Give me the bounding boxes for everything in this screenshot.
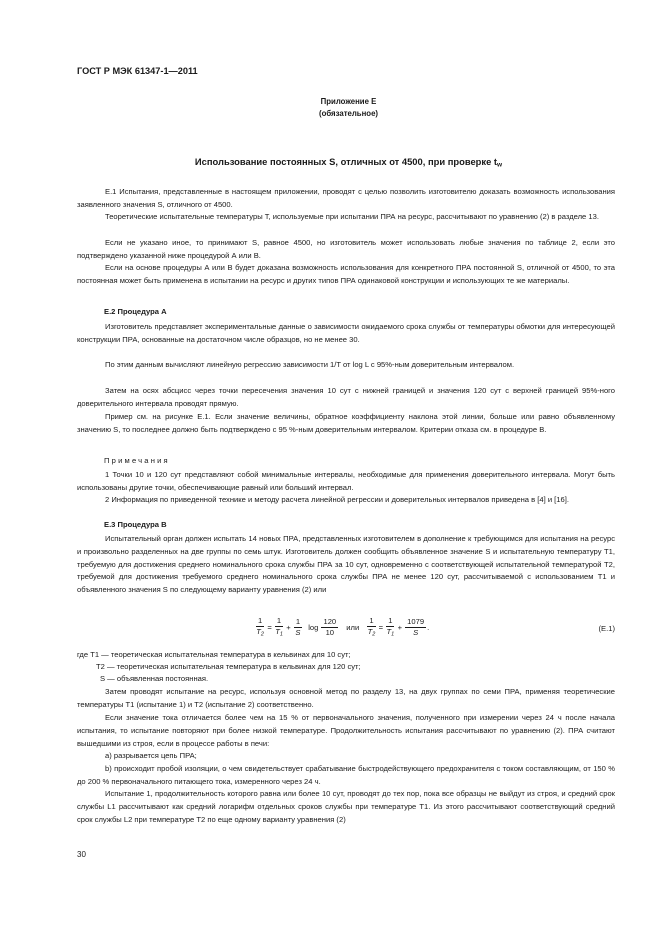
num: 1 xyxy=(295,617,301,627)
t-symbol: T xyxy=(367,627,373,636)
notes-label: Примечания xyxy=(104,456,170,465)
t-sub: 2 xyxy=(260,631,264,638)
equals-sign: = xyxy=(267,622,272,632)
t-symbol: T xyxy=(386,627,392,636)
note-1: 1 Точки 10 и 120 сут представляют собой минимальные интервалы, необходимые для применения доверительного интервала. Могут быть использованы другие точки, обеспечивающие равный или больший интервал. xyxy=(77,470,615,492)
num: 120 xyxy=(323,617,337,627)
equation-number: (Е.1) xyxy=(598,624,615,633)
page-title-text: Использование постоянных S, отличных от 4500, при проверке t xyxy=(194,156,498,167)
appendix-title: Приложение Е xyxy=(320,97,377,106)
num: 1 xyxy=(258,616,263,625)
page-number: 30 xyxy=(77,850,86,859)
standard-header: ГОСТ Р МЭК 61347-1—2011 xyxy=(77,66,198,76)
t-sub: 1 xyxy=(279,631,283,638)
den: 10 xyxy=(325,628,335,638)
e2-paragraph-4: Пример см. на рисунке Е.1. Если значение величины, обратное коэффициенту наклона этой линии, больше или равно объявленному значению S, то последнее должно быть подтверждено с 95 %-ным доверительным интервалом. Критерии отказа см. в процедуре В. xyxy=(77,412,615,434)
where-s: S — объявленная постоянная. xyxy=(100,674,209,683)
e2-paragraph-3: Затем на осях абсцисс через точки пересечения значения 10 сут с нижней границей и значения 120 сут с верхней границей 95%-ного доверительного интервала проводят прямую. xyxy=(77,386,615,408)
equals-sign: = xyxy=(378,622,384,632)
page-title xyxy=(0,156,661,169)
den xyxy=(275,627,283,640)
where-t2: T2 — теоретическая испытательная температура в кельвинах для 120 сут; xyxy=(96,662,361,671)
frac-1-over-s xyxy=(294,617,302,638)
den xyxy=(256,627,264,640)
t-symbol: T xyxy=(256,627,261,636)
e1-paragraph-2: Теоретические испытательные температуры T, используемые при испытании ПРА на ресурс, рассчитывают по уравнению (2) в разделе 13. xyxy=(105,212,599,221)
e3-item-b: b) происходит пробой изоляции, о чем свидетельствует срабатывание быстродействующего предохранителя с током составляющим, от 150 % до 200 % первоначального питающего тока, измеренного через 24 ч. xyxy=(77,764,615,786)
den xyxy=(386,627,394,640)
t-sub: 2 xyxy=(372,631,376,638)
e2-paragraph-2: По этим данным вычисляют линейную регрессию зависимости 1/T от log L с 95%-ным доверительным интервалом. xyxy=(105,360,515,369)
frac-1-over-t2-b xyxy=(367,616,375,640)
frac-1079-over-s xyxy=(405,617,426,638)
e3-paragraph-2: Затем проводят испытание на ресурс, используя основной метод по разделу 13, на двух группах по семи ПРА, применяя теоретические температуры T1 (испытание 1) и T2 (испытание 2) соответственно. xyxy=(77,687,615,709)
frac-1-over-t1 xyxy=(275,616,283,640)
num: 1079 xyxy=(407,617,425,627)
e1-paragraph-4: Если на основе процедуры А или В будет доказана возможность использования для конкретного ПРА постоянной S, отличной от 4500, то эта постоянная может быть применена в испытании на ресурс и других типов ПРА одинаковой конструкции и использующих те же материалы. xyxy=(77,263,615,285)
frac-1-over-t2 xyxy=(256,616,264,640)
frac-1-over-t1-b xyxy=(386,616,394,640)
e3-item-a: а) разрывается цепь ПРА; xyxy=(105,751,197,760)
where-t1: где T1 — теоретическая испытательная температура в кельвинах для 10 сут; xyxy=(77,650,351,659)
plus-sign: + xyxy=(397,622,403,632)
num: 1 xyxy=(388,616,393,625)
e1-paragraph-1: Е.1 Испытания, представленные в настоящем приложении, проводят с целью позволить изготовителю доказать возможность использования заявленного значения S, отличного от 4500. xyxy=(77,187,615,209)
t-symbol: T xyxy=(275,627,280,636)
num: 1 xyxy=(276,616,282,625)
log-label: log xyxy=(308,622,319,632)
appendix-status: (обязательное) xyxy=(318,109,379,118)
e2-paragraph-1: Изготовитель представляет экспериментальные данные о зависимости ожидаемого срока службы от температуры обмотки для интересующей конструкции ПРА, основанные на достаточном числе образцов, но не менее 30. xyxy=(77,322,615,344)
e3-paragraph-1: Испытательный орган должен испытать 14 новых ПРА, представленных изготовителем в дополнение к требующимся для испытания на ресурс и произвольно разделенных на две группы по семь штук. Изготовитель должен сообщить объявленное значение S и испытательную температуру T1, требуемую для достижения среднего номинального срока службы ПРА за 10 сут, одновременно с соответствующей испытательной температурой T2, требуемой для достижения требуемого среднего номинального срока службы ПРА не менее 120 сут, рассчитываемой с использованием T1 и объявленного значения S по следующему варианту уравнения (2) или xyxy=(77,534,615,595)
e3-paragraph-4: Испытание 1, продолжительность которого равна или более 10 сут, проводят до тех пор, пока все образцы не выйдут из строя, и средний срок службы L1 рассчитывают как средний логарифм отдельных сроков службы при температуре T1. Из этого рассчитывают соответствующий средний срок службы L2 при температуре T2 по еще одному варианту уравнения (2) xyxy=(77,789,615,824)
equation-body xyxy=(255,616,429,640)
den xyxy=(367,627,375,640)
e3-paragraph-3: Если значение тока отличается более чем на 15 % от первоначального значения, полученного при измерении через 24 ч после начала испытания, то испытание повторяют при более низкой температуре. Продолжительность испытания рассчитывают по уравнению (2). ПРА считают вышедшими из строя, если в процессе работы в печи: xyxy=(77,713,615,748)
e2-heading: Е.2 Процедура А xyxy=(104,307,167,316)
t-sub: 1 xyxy=(391,631,395,638)
period: . xyxy=(427,622,430,632)
e1-paragraph-3: Если не указано иное, то принимают S, равное 4500, но изготовитель может использовать любые значения по таблице 2, если это подтверждено указанной ниже процедурой А или В. xyxy=(77,238,615,260)
or-word: или xyxy=(346,622,360,632)
frac-120-over-10 xyxy=(321,617,338,638)
equation-e1 xyxy=(77,616,615,648)
num: 1 xyxy=(369,616,374,625)
den: S xyxy=(413,628,419,638)
page-title-sub: w xyxy=(497,161,503,169)
den: S xyxy=(295,628,301,638)
plus-sign: + xyxy=(286,622,291,632)
e3-heading: Е.3 Процедура В xyxy=(104,520,167,529)
note-2: 2 Информация по приведенной технике и методу расчета линейной регрессии и доверительных интервалов приведена в [4] и [16]. xyxy=(105,495,569,504)
